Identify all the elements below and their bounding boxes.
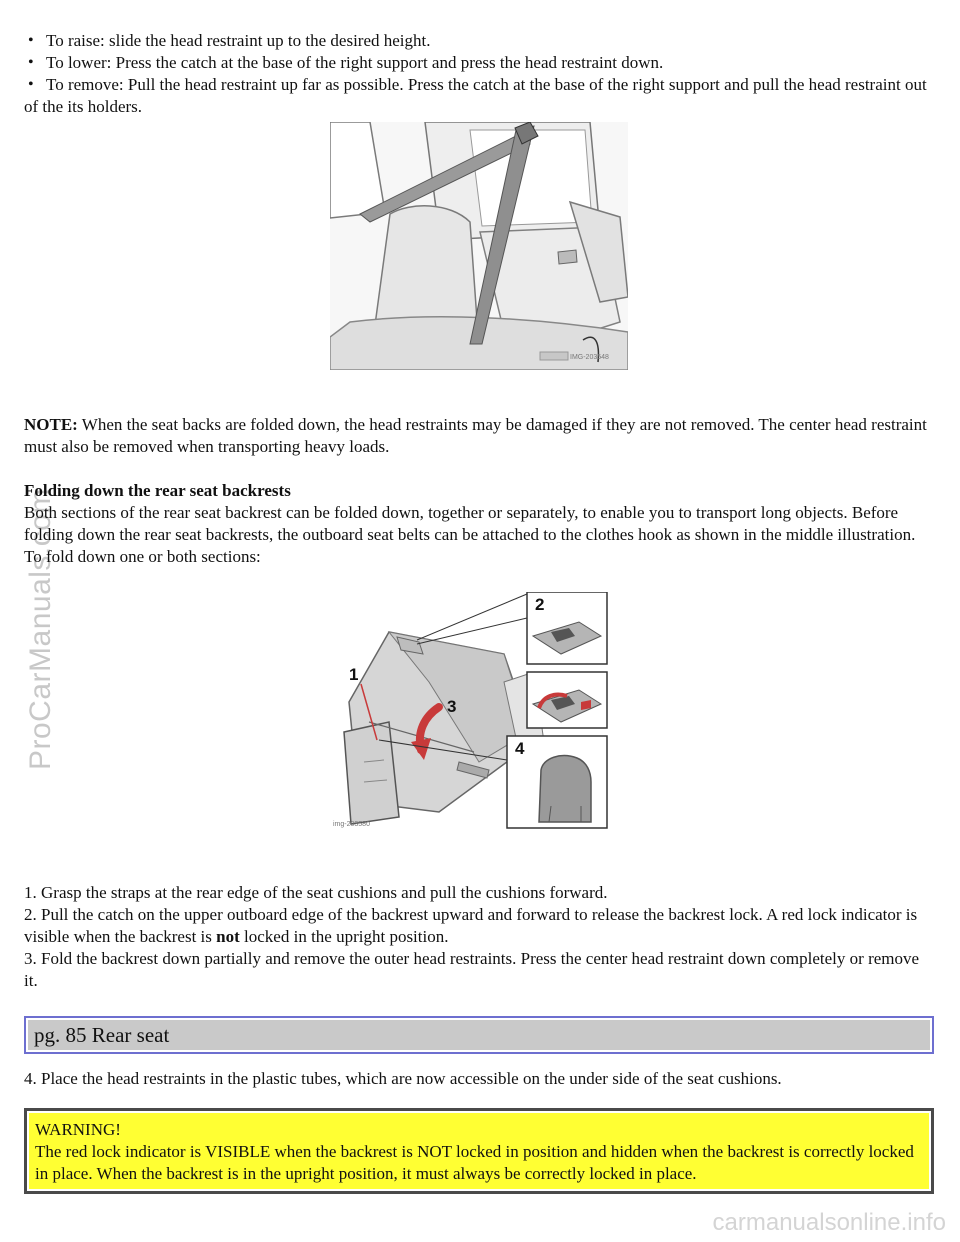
backrest-fold-illustration	[329, 592, 629, 832]
step-4: 4. Place the head restraints in the plastic tubes, which are now accessible on the under side of the seat cushions.	[24, 1069, 782, 1088]
footer-watermark: carmanualsonline.info	[712, 1209, 946, 1236]
callout-4: 4	[515, 739, 525, 758]
fold-section	[24, 480, 934, 568]
warning-box	[24, 1108, 934, 1194]
section-heading: Folding down the rear seat backrests	[24, 481, 291, 500]
bullet-remove: • To remove: Pull the head restraint up far as possible. Press the catch at the base of the right support and pull the head restraint out of the its holders.	[24, 74, 934, 118]
note-text: When the seat backs are folded down, the head restraints may be damaged if they are not removed. The center head restraint must also be removed when transporting heavy loads.	[24, 415, 927, 456]
callout-3: 3	[447, 697, 457, 716]
page-section-bar: pg. 85 Rear seat	[24, 1016, 934, 1054]
section-body: Both sections of the rear seat backrest can be folded down, together or separately, to enable you to transport long objects. Before folding down the rear seat backrests, the outboard seat belts can be attached to the clothes hook as shown in the middle illustration. To fold down one or both sections:	[24, 503, 916, 566]
step-3: 3. Fold the backrest down partially and remove the outer head restraints. Press the center head restraint down completely or remove it.	[24, 949, 920, 990]
bullet-lower: • To lower: Press the catch at the base of the right support and press the head restraint down.	[24, 52, 934, 74]
manual-page	[24, 30, 934, 1194]
figure-seat-belt	[330, 122, 628, 370]
note-label: NOTE:	[24, 415, 78, 434]
figure2-code: img-203580	[333, 821, 370, 828]
side-watermark: ProCarManuals.com	[24, 488, 57, 770]
fold-steps	[24, 882, 934, 992]
callout-2: 2	[535, 595, 545, 614]
step-2: 2. Pull the catch on the upper outboard edge of the backrest upward and forward to release the backrest lock. A red lock indicator is visible when the backrest is not locked in the upright position.	[24, 905, 918, 946]
step-1: 1. Grasp the straps at the rear edge of the seat cushions and pull the cushions forward.	[24, 883, 608, 902]
figure1-code: IMG-203548	[570, 354, 609, 361]
seat-belt-illustration	[330, 122, 628, 370]
warning-title: WARNING!	[35, 1120, 121, 1139]
step-2-emphasis: not	[216, 927, 240, 946]
figure-fold-backrest	[329, 592, 629, 832]
bullet-raise: • To raise: slide the head restraint up to the desired height.	[24, 30, 934, 52]
callout-1: 1	[349, 665, 359, 684]
note-paragraph	[24, 414, 934, 458]
warning-text: The red lock indicator is VISIBLE when the backrest is NOT locked in position and hidden when the backrest is correctly locked in place. When the backrest is in the upright position, it must always be correctly locked in place.	[35, 1142, 914, 1183]
head-restraint-instructions	[24, 30, 934, 118]
